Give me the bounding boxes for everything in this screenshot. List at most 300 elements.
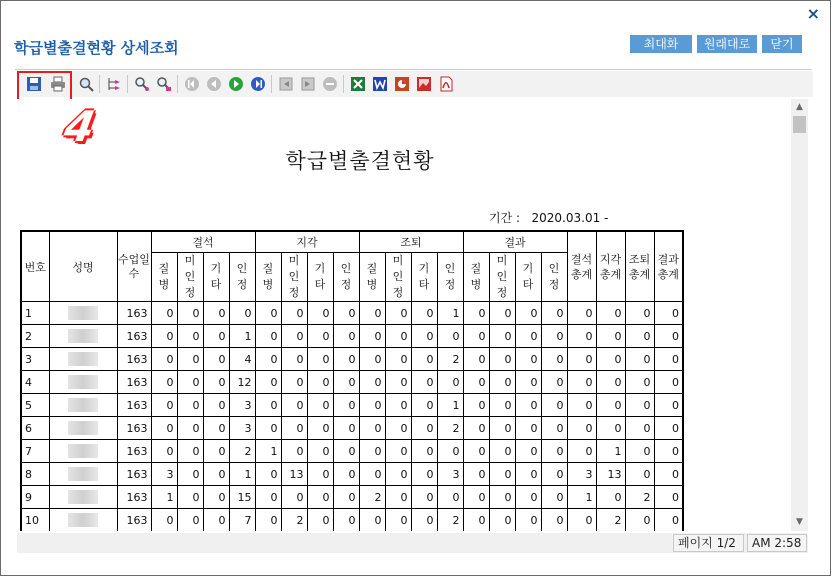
cell-value: 0	[541, 348, 567, 371]
cell-total: 0	[567, 325, 596, 348]
cell-value: 0	[463, 463, 489, 486]
cell-value: 0	[203, 325, 229, 348]
header-total: 조퇴총계	[625, 231, 654, 302]
redacted-name	[68, 398, 98, 412]
table-row	[21, 486, 683, 509]
cell-value: 0	[515, 509, 541, 532]
cell-value: 0	[151, 325, 177, 348]
cell-value: 0	[489, 325, 515, 348]
cell-value: 0	[489, 440, 515, 463]
header-sub: 질 병	[255, 253, 281, 302]
table-row	[21, 371, 683, 394]
table-row	[21, 463, 683, 486]
cell-total: 0	[567, 417, 596, 440]
cell-value: 0	[359, 348, 385, 371]
cell-days: 163	[117, 440, 151, 463]
vertical-scrollbar[interactable]	[791, 99, 808, 531]
cell-value: 0	[411, 509, 437, 532]
next-page-icon[interactable]	[227, 75, 245, 93]
cell-value: 0	[489, 348, 515, 371]
page-indicator: 페이지 1/2	[673, 534, 744, 552]
cell-value: 0	[203, 302, 229, 325]
cell-value: 0	[463, 302, 489, 325]
cell-value: 2	[437, 509, 463, 532]
table-row	[21, 325, 683, 348]
status-bar	[17, 533, 808, 553]
print-icon[interactable]	[49, 75, 67, 93]
cell-days: 163	[117, 394, 151, 417]
cell-days: 163	[117, 486, 151, 509]
header-sub: 미 인 정	[281, 253, 307, 302]
cell-value: 0	[281, 440, 307, 463]
cell-total: 0	[567, 371, 596, 394]
cell-value: 0	[385, 325, 411, 348]
cell-total: 13	[596, 463, 625, 486]
zoom-icon[interactable]	[77, 75, 95, 93]
cell-total: 0	[596, 325, 625, 348]
step-annotation: 4	[60, 102, 99, 151]
cell-value: 0	[489, 394, 515, 417]
cell-value: 0	[151, 371, 177, 394]
cell-value: 3	[229, 394, 255, 417]
cell-value: 0	[463, 486, 489, 509]
cell-value: 0	[515, 371, 541, 394]
cell-value: 0	[411, 394, 437, 417]
table-row	[21, 394, 683, 417]
cell-value: 0	[541, 325, 567, 348]
cell-name	[49, 486, 117, 509]
cell-value: 0	[333, 325, 359, 348]
restore-button[interactable]: 원래대로	[697, 35, 757, 53]
header-group: 조퇴	[359, 231, 463, 253]
cell-value: 0	[307, 486, 333, 509]
cell-value: 0	[463, 417, 489, 440]
find-icon[interactable]	[133, 75, 151, 93]
stop-icon[interactable]	[321, 75, 339, 93]
redacted-name	[68, 375, 98, 389]
cell-value: 0	[203, 486, 229, 509]
cell-value: 2	[437, 348, 463, 371]
toolbar-separator	[271, 75, 272, 93]
word-icon[interactable]	[371, 75, 389, 93]
cell-value: 0	[281, 325, 307, 348]
back-icon[interactable]	[277, 75, 295, 93]
header-sub: 기 타	[203, 253, 229, 302]
close-button[interactable]: 닫기	[762, 35, 802, 53]
cell-value: 0	[541, 463, 567, 486]
cell-value: 0	[333, 440, 359, 463]
scroll-up-icon[interactable]: ▲	[796, 102, 803, 112]
cell-value: 0	[151, 417, 177, 440]
cell-value: 0	[333, 394, 359, 417]
redacted-name	[68, 467, 98, 481]
cell-value: 2	[359, 486, 385, 509]
cell-value: 0	[281, 371, 307, 394]
period-value: 2020.03.01 -	[531, 211, 609, 225]
header-sub: 기 타	[515, 253, 541, 302]
cell-value: 0	[307, 348, 333, 371]
prev-page-icon[interactable]	[205, 75, 223, 93]
cell-value: 0	[385, 486, 411, 509]
cell-value: 0	[515, 417, 541, 440]
period	[489, 209, 608, 226]
cell-value: 1	[255, 440, 281, 463]
toolbar-separator	[99, 75, 100, 93]
cell-value: 0	[463, 509, 489, 532]
toolbar-separator	[343, 75, 344, 93]
cell-value: 0	[281, 394, 307, 417]
cell-value: 0	[281, 486, 307, 509]
cell-value: 0	[541, 509, 567, 532]
cell-value: 0	[411, 463, 437, 486]
cell-value: 13	[281, 463, 307, 486]
cell-no: 3	[21, 348, 49, 371]
first-page-icon[interactable]	[183, 75, 201, 93]
cell-value: 0	[411, 325, 437, 348]
cell-value: 0	[541, 371, 567, 394]
cell-no: 1	[21, 302, 49, 325]
header-total: 결과총계	[654, 231, 683, 302]
cell-value: 0	[359, 440, 385, 463]
toolbar-separator	[71, 75, 72, 93]
cell-value: 0	[385, 509, 411, 532]
cell-value: 0	[307, 417, 333, 440]
cell-total: 0	[567, 509, 596, 532]
header-sub: 인 정	[437, 253, 463, 302]
cell-total: 0	[596, 486, 625, 509]
report-toolbar	[17, 71, 813, 97]
cell-total: 0	[654, 463, 683, 486]
cell-value: 0	[333, 348, 359, 371]
cell-total: 2	[625, 486, 654, 509]
cell-value: 0	[359, 394, 385, 417]
cell-value: 0	[437, 440, 463, 463]
cell-total: 0	[654, 325, 683, 348]
cell-value: 0	[333, 371, 359, 394]
cell-no: 10	[21, 509, 49, 532]
header-sub: 미 인 정	[489, 253, 515, 302]
cell-value: 0	[515, 348, 541, 371]
header-group: 결과	[463, 231, 567, 253]
cell-value: 0	[411, 486, 437, 509]
cell-value: 0	[229, 302, 255, 325]
cell-value: 0	[203, 440, 229, 463]
cell-value: 0	[177, 463, 203, 486]
cell-value: 0	[359, 325, 385, 348]
header-total: 지각총계	[596, 231, 625, 302]
cell-value: 0	[281, 302, 307, 325]
cell-value: 2	[229, 440, 255, 463]
cell-value: 0	[177, 325, 203, 348]
cell-value: 0	[437, 325, 463, 348]
cell-value: 0	[255, 348, 281, 371]
header-total: 결석총계	[567, 231, 596, 302]
cell-total: 0	[596, 394, 625, 417]
cell-value: 0	[385, 440, 411, 463]
cell-total: 1	[567, 486, 596, 509]
cell-name	[49, 325, 117, 348]
header-group: 결석	[151, 231, 255, 253]
last-page-icon[interactable]	[249, 75, 267, 93]
cell-total: 0	[654, 348, 683, 371]
cell-value: 0	[333, 486, 359, 509]
cell-value: 0	[203, 348, 229, 371]
cell-value: 0	[411, 371, 437, 394]
cell-value: 0	[385, 371, 411, 394]
table-row	[21, 509, 683, 532]
cell-value: 0	[411, 417, 437, 440]
cell-value: 0	[411, 348, 437, 371]
export-tree-icon[interactable]	[105, 75, 123, 93]
close-icon[interactable]: ×	[806, 4, 820, 23]
report-viewer[interactable]	[17, 99, 808, 531]
cell-value: 0	[359, 463, 385, 486]
cell-days: 163	[117, 463, 151, 486]
cell-name	[49, 509, 117, 532]
cell-value: 0	[203, 417, 229, 440]
cell-total: 0	[625, 302, 654, 325]
cell-total: 0	[596, 417, 625, 440]
cell-value: 1	[151, 486, 177, 509]
cell-days: 163	[117, 371, 151, 394]
cell-value: 1	[437, 302, 463, 325]
header-sub: 질 병	[463, 253, 489, 302]
table-row	[21, 302, 683, 325]
header-sub: 인 정	[333, 253, 359, 302]
cell-total: 0	[654, 417, 683, 440]
header-sub: 기 타	[307, 253, 333, 302]
cell-value: 0	[255, 463, 281, 486]
cell-days: 163	[117, 509, 151, 532]
cell-no: 2	[21, 325, 49, 348]
cell-value: 0	[463, 394, 489, 417]
cell-name	[49, 417, 117, 440]
find-next-icon[interactable]	[155, 75, 173, 93]
cell-value: 0	[515, 463, 541, 486]
cell-value: 0	[489, 509, 515, 532]
maximize-button[interactable]: 최대화	[630, 35, 692, 53]
cell-value: 0	[255, 371, 281, 394]
report-title: 학급별출결현황	[285, 149, 435, 173]
cell-value: 7	[229, 509, 255, 532]
cell-value: 0	[151, 440, 177, 463]
cell-total: 0	[654, 371, 683, 394]
toolbar-separator	[127, 75, 128, 93]
cell-total: 0	[625, 509, 654, 532]
cell-value: 0	[541, 394, 567, 417]
header-sub: 인 정	[229, 253, 255, 302]
cell-value: 0	[463, 325, 489, 348]
cell-value: 0	[359, 417, 385, 440]
cell-name	[49, 302, 117, 325]
cell-value: 0	[203, 509, 229, 532]
header-sub: 미 인 정	[177, 253, 203, 302]
header-sub: 기 타	[411, 253, 437, 302]
cell-value: 0	[541, 302, 567, 325]
redacted-name	[68, 352, 98, 366]
cell-value: 0	[307, 440, 333, 463]
cell-name	[49, 463, 117, 486]
cell-value: 0	[177, 394, 203, 417]
cell-value: 0	[541, 440, 567, 463]
cell-value: 0	[541, 486, 567, 509]
cell-value: 0	[177, 509, 203, 532]
cell-days: 163	[117, 302, 151, 325]
cell-value: 0	[437, 486, 463, 509]
cell-value: 0	[489, 302, 515, 325]
cell-value: 0	[333, 509, 359, 532]
cell-total: 0	[625, 463, 654, 486]
cell-name	[49, 348, 117, 371]
header-sub: 질 병	[151, 253, 177, 302]
cell-total: 0	[567, 348, 596, 371]
cell-value: 0	[333, 463, 359, 486]
cell-value: 0	[177, 371, 203, 394]
header-divider	[15, 69, 812, 70]
cell-total: 0	[654, 394, 683, 417]
cell-total: 0	[625, 325, 654, 348]
cell-value: 0	[515, 325, 541, 348]
cell-total: 0	[625, 348, 654, 371]
cell-value: 0	[281, 417, 307, 440]
cell-value: 0	[255, 325, 281, 348]
redacted-name	[68, 421, 98, 435]
cell-no: 8	[21, 463, 49, 486]
cell-value: 0	[489, 417, 515, 440]
cell-value: 0	[151, 302, 177, 325]
cell-value: 0	[489, 486, 515, 509]
scroll-down-icon[interactable]: ▼	[796, 517, 803, 527]
period-label: 기간 :	[489, 211, 521, 225]
cell-value: 0	[151, 509, 177, 532]
powerpoint-icon[interactable]	[393, 75, 411, 93]
save-icon[interactable]	[25, 75, 43, 93]
cell-value: 0	[203, 463, 229, 486]
cell-total: 0	[654, 440, 683, 463]
cell-value: 0	[541, 417, 567, 440]
cell-value: 0	[385, 417, 411, 440]
cell-value: 3	[229, 417, 255, 440]
cell-value: 0	[203, 394, 229, 417]
cell-value: 2	[281, 509, 307, 532]
redacted-name	[68, 444, 98, 458]
cell-value: 0	[385, 394, 411, 417]
cell-total: 0	[596, 348, 625, 371]
header-name: 성명	[49, 231, 117, 302]
cell-value: 0	[177, 440, 203, 463]
cell-days: 163	[117, 417, 151, 440]
pdf-icon[interactable]	[437, 75, 455, 93]
cell-value: 0	[255, 302, 281, 325]
cell-name	[49, 394, 117, 417]
cell-no: 5	[21, 394, 49, 417]
header-sub: 질 병	[359, 253, 385, 302]
cell-total: 0	[654, 509, 683, 532]
cell-value: 0	[463, 348, 489, 371]
cell-total: 0	[596, 371, 625, 394]
cell-value: 2	[437, 417, 463, 440]
header-sub: 인 정	[541, 253, 567, 302]
cell-days: 163	[117, 325, 151, 348]
attendance-table	[20, 230, 684, 531]
cell-value: 0	[359, 371, 385, 394]
scroll-thumb[interactable]	[793, 116, 806, 133]
cell-value: 0	[255, 394, 281, 417]
cell-total: 0	[567, 394, 596, 417]
cell-total: 0	[654, 302, 683, 325]
header-group: 지각	[255, 231, 359, 253]
cell-value: 0	[307, 325, 333, 348]
cell-value: 0	[515, 440, 541, 463]
cell-value: 0	[177, 348, 203, 371]
cell-name	[49, 371, 117, 394]
cell-value: 15	[229, 486, 255, 509]
cell-value: 12	[229, 371, 255, 394]
table-row	[21, 348, 683, 371]
cell-value: 0	[515, 486, 541, 509]
redacted-name	[68, 513, 98, 527]
cell-value: 0	[177, 486, 203, 509]
cell-value: 0	[307, 394, 333, 417]
cell-value: 0	[151, 348, 177, 371]
cell-value: 0	[307, 302, 333, 325]
cell-value: 0	[177, 302, 203, 325]
cell-no: 7	[21, 440, 49, 463]
cell-value: 0	[489, 371, 515, 394]
cell-value: 0	[307, 463, 333, 486]
cell-no: 6	[21, 417, 49, 440]
cell-total: 0	[625, 440, 654, 463]
cell-total: 0	[567, 302, 596, 325]
cell-value: 0	[411, 302, 437, 325]
redacted-name	[68, 490, 98, 504]
cell-total: 0	[625, 371, 654, 394]
cell-total: 0	[567, 440, 596, 463]
cell-value: 0	[385, 463, 411, 486]
cell-total: 0	[596, 302, 625, 325]
cell-value: 0	[463, 371, 489, 394]
cell-value: 0	[359, 509, 385, 532]
cell-value: 0	[307, 371, 333, 394]
cell-value: 0	[515, 394, 541, 417]
cell-value: 0	[255, 417, 281, 440]
cell-value: 0	[333, 417, 359, 440]
cell-value: 0	[333, 302, 359, 325]
cell-value: 4	[229, 348, 255, 371]
cell-value: 0	[411, 440, 437, 463]
cell-value: 0	[177, 417, 203, 440]
excel-icon[interactable]	[349, 75, 367, 93]
header-sub: 미 인 정	[385, 253, 411, 302]
cell-total: 2	[596, 509, 625, 532]
cell-value: 0	[385, 348, 411, 371]
image-icon[interactable]	[415, 75, 433, 93]
redacted-name	[68, 306, 98, 320]
header-days: 수업일수	[117, 231, 151, 302]
cell-value: 1	[229, 463, 255, 486]
cell-value: 0	[203, 371, 229, 394]
cell-value: 0	[515, 302, 541, 325]
cell-total: 1	[596, 440, 625, 463]
cell-value: 0	[151, 394, 177, 417]
cell-value: 0	[463, 440, 489, 463]
cell-value: 0	[359, 302, 385, 325]
cell-value: 0	[281, 348, 307, 371]
cell-total: 0	[625, 394, 654, 417]
header-no: 번호	[21, 231, 49, 302]
forward-icon[interactable]	[299, 75, 317, 93]
cell-value: 0	[489, 463, 515, 486]
